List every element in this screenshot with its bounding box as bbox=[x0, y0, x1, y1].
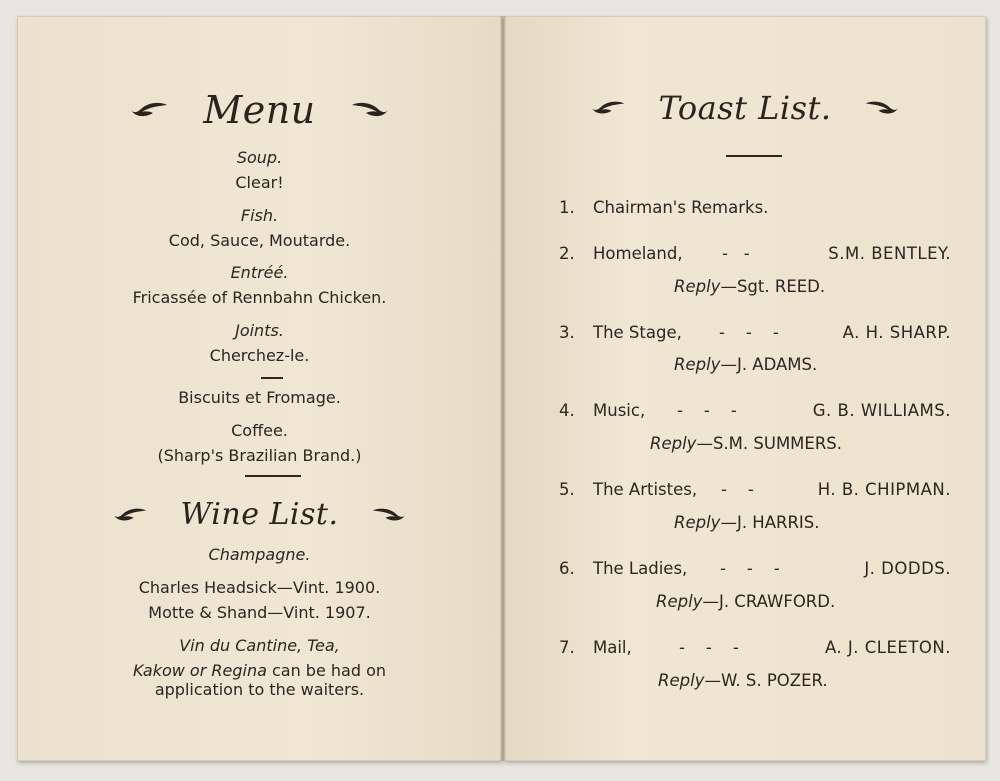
wine-note-1: Vin du Cantine, Tea, bbox=[179, 636, 340, 655]
toast-number: 1. bbox=[559, 198, 575, 217]
reply-label: Reply bbox=[656, 592, 703, 611]
toast-speaker: G. B. WILLIAMS. bbox=[812, 401, 951, 420]
toast-dashes: - - - bbox=[720, 559, 780, 578]
course-label: Soup. bbox=[236, 148, 283, 167]
toast-speaker: A. J. CLEETON. bbox=[824, 638, 951, 657]
wine-item: Charles Headsick—Vint. 1900. bbox=[138, 578, 381, 597]
course-dish: Cod, Sauce, Moutarde. bbox=[168, 231, 351, 250]
menu-heading bbox=[17, 84, 502, 132]
menu-title: Menu bbox=[203, 87, 316, 132]
reply-label: Reply bbox=[650, 434, 697, 453]
reply-name: —J. HARRIS. bbox=[720, 513, 820, 532]
toast-title-text: Mail, bbox=[593, 638, 632, 657]
wine-note-2-rest: can be had on bbox=[266, 661, 387, 680]
toast-speaker: H. B. CHIPMAN. bbox=[817, 480, 951, 499]
wine-note-2 bbox=[17, 661, 502, 681]
reply-label: Reply bbox=[674, 277, 721, 296]
toast-reply bbox=[674, 512, 820, 534]
wine-item: Motte & Shand—Vint. 1907. bbox=[148, 603, 371, 622]
course-label: Entréé. bbox=[230, 263, 289, 282]
toast-title-text: The Ladies, bbox=[593, 559, 688, 578]
toast-reply bbox=[674, 276, 825, 298]
reply-name: —Sgt. REED. bbox=[720, 277, 826, 296]
toast-dashes: - - - bbox=[679, 638, 739, 657]
wine-section: Champagne. bbox=[208, 545, 311, 564]
course-dish: Fricassée of Rennbahn Chicken. bbox=[132, 288, 387, 307]
toast-item bbox=[559, 243, 951, 265]
wine-note-3: application to the waiters. bbox=[154, 680, 365, 699]
toast-item bbox=[559, 637, 951, 659]
toast-speaker: J. DODDS. bbox=[864, 559, 951, 578]
wine-title: Wine List. bbox=[180, 497, 339, 532]
toast-heading bbox=[504, 84, 986, 129]
toast-dashes: - - - bbox=[677, 401, 737, 420]
course-dish: Cherchez-le. bbox=[209, 346, 310, 365]
reply-name: —J. ADAMS. bbox=[720, 355, 818, 374]
toast-title: Toast List. bbox=[658, 88, 832, 127]
leaf-ornament-icon bbox=[129, 99, 169, 121]
toast-reply bbox=[674, 354, 817, 376]
leaf-ornament-icon bbox=[112, 505, 148, 525]
toast-item bbox=[559, 479, 951, 501]
toast-item bbox=[559, 197, 951, 219]
course-dish: Clear! bbox=[235, 173, 284, 192]
leaf-ornament-icon bbox=[350, 99, 390, 121]
toast-title-text: Homeland, bbox=[593, 244, 683, 263]
leaf-ornament-icon bbox=[864, 98, 900, 118]
toast-dashes: - - - bbox=[719, 323, 779, 342]
reply-name: —W. S. POZER. bbox=[704, 671, 828, 690]
toast-title-text: Chairman's Remarks. bbox=[593, 198, 769, 217]
toast-speaker: S.M. BENTLEY. bbox=[828, 244, 951, 263]
toast-reply bbox=[656, 591, 835, 613]
toast-reply bbox=[658, 670, 828, 692]
toast-item bbox=[559, 400, 951, 422]
toast-speaker: A. H. SHARP. bbox=[842, 323, 951, 342]
reply-label: Reply bbox=[674, 355, 721, 374]
reply-name: —J. CRAWFORD. bbox=[702, 592, 836, 611]
leaf-ornament-icon bbox=[590, 98, 626, 118]
toast-title-text: Music, bbox=[593, 401, 646, 420]
coffee-brand-line: (Sharp's Brazilian Brand.) bbox=[157, 446, 362, 465]
toast-number: 3. bbox=[559, 323, 575, 342]
coffee-line: Coffee. bbox=[231, 421, 288, 440]
toast-number: 7. bbox=[559, 638, 575, 657]
reply-label: Reply bbox=[674, 513, 721, 532]
toast-dashes: - - bbox=[721, 480, 754, 499]
menu-divider bbox=[245, 475, 301, 477]
toast-number: 2. bbox=[559, 244, 575, 263]
course-label: Fish. bbox=[240, 206, 279, 225]
toast-title-text: The Artistes, bbox=[593, 480, 698, 499]
toast-item bbox=[559, 558, 951, 580]
toast-title-text: The Stage, bbox=[593, 323, 682, 342]
wine-heading bbox=[17, 494, 502, 535]
toast-number: 4. bbox=[559, 401, 575, 420]
toast-item bbox=[559, 322, 951, 344]
toast-divider bbox=[726, 155, 782, 157]
leaf-ornament-icon bbox=[371, 505, 407, 525]
reply-label: Reply bbox=[658, 671, 705, 690]
toast-reply bbox=[650, 433, 842, 455]
wine-note-2-italic: Kakow or Regina bbox=[132, 661, 267, 680]
toast-number: 6. bbox=[559, 559, 575, 578]
biscuits-line: Biscuits et Fromage. bbox=[178, 388, 341, 407]
menu-divider-short bbox=[261, 377, 283, 379]
course-label: Joints. bbox=[235, 321, 284, 340]
reply-name: —S.M. SUMMERS. bbox=[696, 434, 843, 453]
toast-dashes: - - bbox=[722, 244, 750, 263]
toast-number: 5. bbox=[559, 480, 575, 499]
